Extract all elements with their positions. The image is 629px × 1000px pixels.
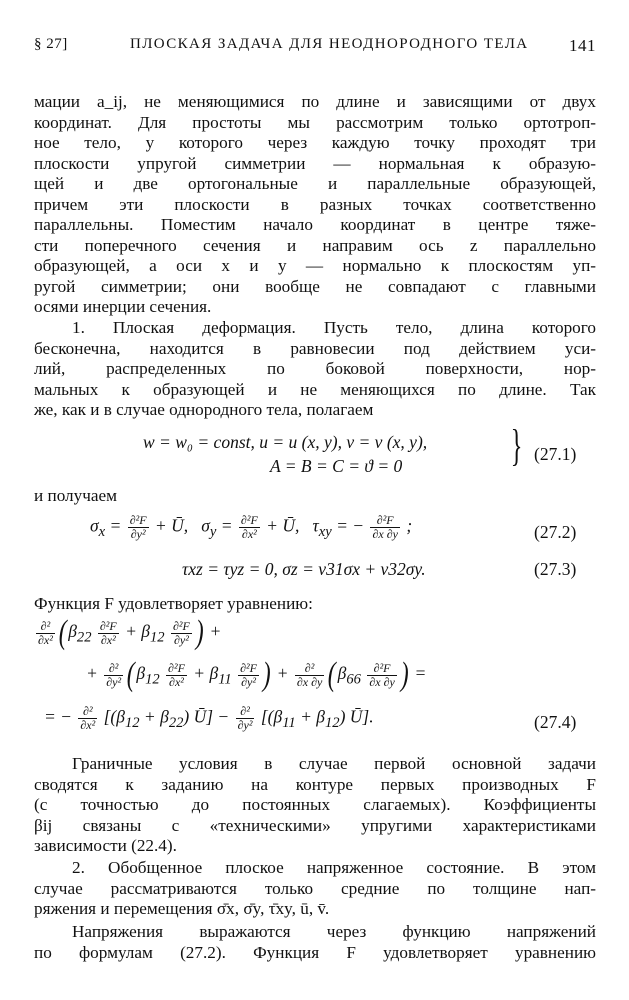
text-line: причем эти плоскости в разных точках соответственно (34, 194, 596, 214)
equation-27-2: $\sigma_x$ = $\frac{\text{∂²F}}{\text{∂y²}}$ + Ū, $\sigma_y$ = $\frac{\text{∂²F}}{\text{∂x²}}$ + Ū, $\tau_{xy}$ = − $\frac{\text{∂²F}}{\partial x \partial y}$ ; (90, 513, 413, 541)
right-brace: } (510, 421, 523, 470)
text-line: бесконечна, находится в равновесии под действием уси- (34, 338, 596, 358)
paragraph-2 (34, 318, 596, 421)
text-and-get (34, 486, 596, 507)
text-line: параллельны. Поместим начало координат в центре тяже- (34, 215, 596, 234)
text-line: сводятся к заданию на контуре первых производных F (34, 774, 596, 794)
text-line: Граничные условия в случае первой основной задачи (72, 754, 596, 773)
text-line: ругой симметрии; они вообще не совпадают с главными (34, 276, 596, 296)
text-line: и получаем (34, 486, 118, 505)
paragraph-1 (34, 92, 596, 318)
text-line: случае рассматриваются только средние по толщине нап- (34, 878, 596, 898)
equation-27-4-line3: = − $\frac{\text{∂²}}{\text{∂x²}}$ [$(\beta_{12} + \beta_{22})$ Ū] − $\frac{\text{∂²}}{\text{∂y²}}$ [$(\beta_{11} + \beta_{12})$ Ū]. (44, 704, 374, 732)
equation-27-3: τxz = τyz = 0, σz = ν31σx + ν32σy. (182, 559, 426, 579)
paragraph-4 (34, 858, 596, 920)
text-line: ное тело, у которого через каждую точку проходят три (34, 133, 596, 152)
text-line: же, как и в случае однородного тела, полагаем (34, 400, 374, 419)
running-header (34, 36, 596, 60)
equation-number: (27.1) (534, 444, 577, 464)
equation-27-1-line1: w = w₀ = const, u = u (x, y), v = v (x, y), (143, 432, 428, 452)
text-line: лий, распределенных по боковой поверхности, нор- (34, 359, 596, 378)
paragraph-3 (34, 754, 596, 857)
section-ref: § 27] (34, 36, 68, 52)
text-line: осями инерции сечения. (34, 297, 212, 316)
equation-number: (27.4) (534, 712, 577, 732)
text-line: по формулам (27.2). Функция F удовлетворяет уравнению (34, 942, 596, 962)
text-line: 1. Плоская деформация. Пусть тело, длина которого (72, 318, 596, 337)
text-line: βij связаны с «техническими» упругими характеристиками (34, 815, 596, 835)
text-line: образующей, а оси x и y — нормально к плоскостям уп- (34, 256, 596, 275)
text-line: Функция F удовлетворяет уравнению: (34, 594, 313, 613)
text-line: мальных к образующей и не меняющихся по длине. Так (34, 379, 596, 399)
paragraph-5 (34, 922, 596, 963)
text-line: 2. Обобщенное плоское напряженное состояние. В этом (72, 858, 596, 877)
text-line: Напряжения выражаются через функцию напряжений (72, 922, 596, 941)
fraction: $\frac{\text{∂²F}}{\text{∂x²}}$ (240, 513, 258, 541)
text-line: сти поперечного сечения и направим ось z параллельно (34, 235, 596, 255)
text-line: зависимости (22.4). (34, 836, 177, 855)
text-line: координат. Для простоты мы рассмотрим только ортотроп- (34, 112, 596, 132)
text-line: мации a_ij, не меняющимися по длине и зависящими от двух (34, 92, 596, 111)
equation-27-4-line1: $\frac{\text{∂²}}{\text{∂x²}}$ ($\beta_{22}$ $\frac{\text{∂²F}}{\text{∂x²}}$ + $\beta_{12}$ $\frac{\text{∂²F}}{\text{∂y²}}$ ) + (38, 614, 222, 651)
text-line: ряжения и перемещения σ̄x, σ̄y, τ̄xy, ū, v̄. (34, 899, 330, 918)
text-line: щей и две ортогональные и параллельные образующей, (34, 174, 596, 193)
equation-number: (27.3) (534, 559, 577, 579)
text-function-f (34, 594, 596, 615)
text-line: (с точностью до постоянных слагаемых). Коэффициенты (34, 795, 596, 814)
chapter-title: ПЛОСКАЯ ЗАДАЧА ДЛЯ НЕОДНОРОДНОГО ТЕЛА (130, 36, 529, 52)
equation-27-1-line2: A = B = C = ϑ = 0 (270, 456, 403, 476)
equation-number: (27.2) (534, 522, 577, 542)
page-number: 141 (569, 36, 596, 55)
fraction: $\frac{\text{∂²F}}{\partial x \partial y}$ (372, 513, 398, 541)
fraction: $\frac{\text{∂²F}}{\text{∂y²}}$ (129, 513, 147, 541)
equation-27-4-line2: + $\frac{\text{∂²}}{\text{∂y²}}$ ($\beta_{12}$ $\frac{\text{∂²F}}{\text{∂x²}}$ + $\beta_{11}$ $\frac{\text{∂²F}}{\text{∂y²}}$ ) + $\frac{\text{∂²}}{\partial x \partial y}$ ($\beta_{66}$ $\frac{\text{∂²F}}{\partial x \partial y}$ ) = (86, 656, 427, 693)
text-line: плоскости упругой симметрии — нормальная к образую- (34, 153, 596, 173)
